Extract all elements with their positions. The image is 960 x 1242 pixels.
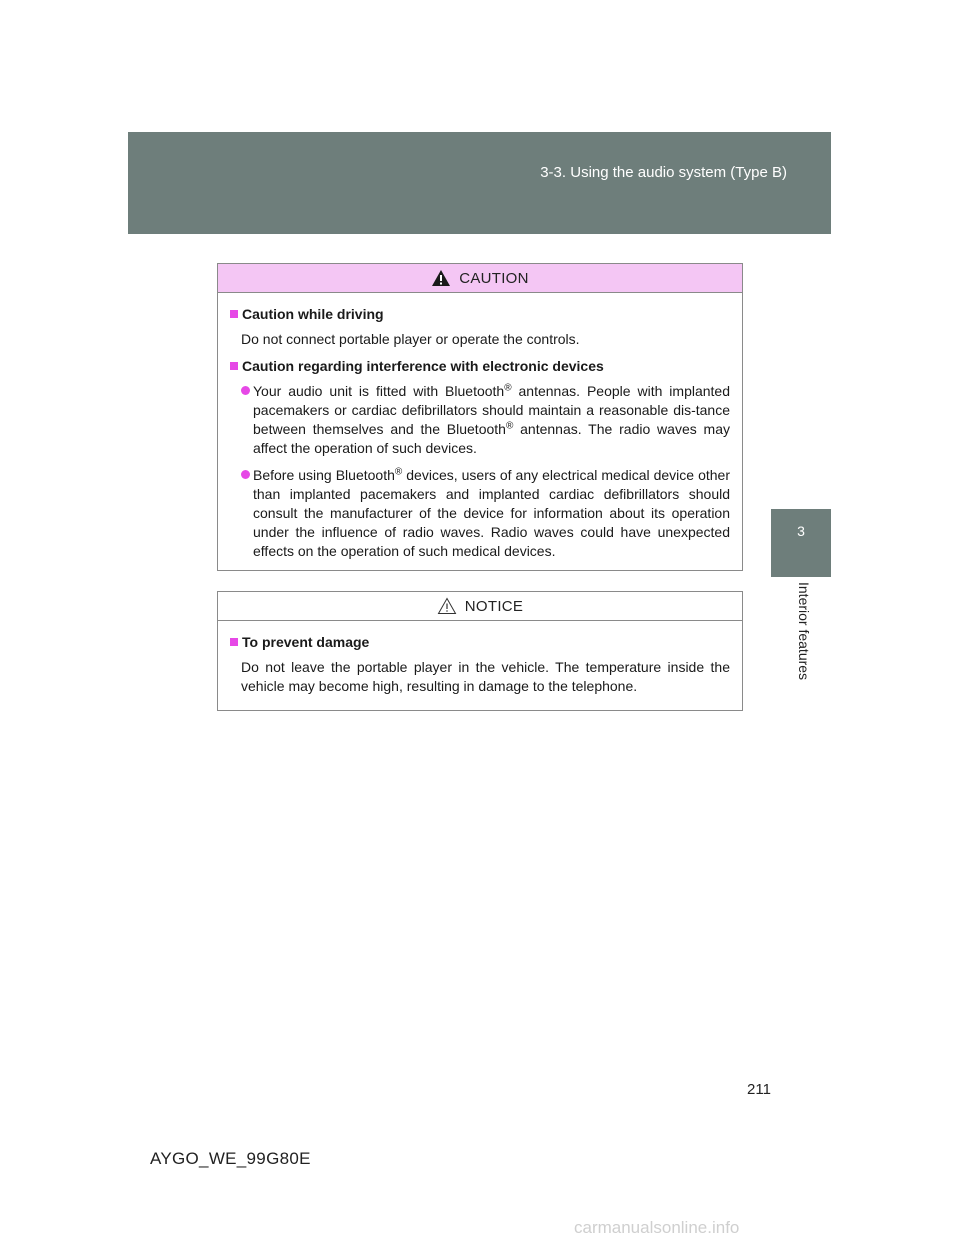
caution-body — [218, 293, 742, 561]
square-bullet-icon — [230, 310, 238, 318]
notice-heading: To prevent damage — [230, 633, 730, 652]
section-header-band — [128, 132, 831, 234]
list-item: Before using Bluetooth® devices, users of any electrical medical device other than implanted pacemakers and implanted cardiac defibrillators should consult the manufacturer of the device for information about its operation under the influence of radio waves. Radio waves could have unexpected effects on the operation of such medical devices. — [230, 466, 730, 561]
caution-heading-interference: Caution regarding interference with electronic devices — [230, 357, 730, 376]
notice-text: Do not leave the portable player in the vehicle. The temperature inside the vehicle may become high, resulting in damage to the telephone. — [241, 659, 730, 694]
square-bullet-icon — [230, 362, 238, 370]
notice-title: NOTICE — [464, 597, 524, 615]
document-code: AYGO_WE_99G80E — [150, 1149, 311, 1168]
notice-header — [218, 592, 742, 621]
chapter-tab — [771, 509, 831, 577]
section-title: 3-3. Using the audio system (Type B) — [540, 164, 787, 181]
warning-outline-icon — [437, 597, 457, 615]
caution-text-driving: Do not connect portable player or operate the controls. — [241, 331, 580, 347]
caution-title: CAUTION — [459, 269, 529, 287]
caution-heading-driving: Caution while driving — [230, 305, 730, 324]
square-bullet-icon — [230, 638, 238, 646]
warning-triangle-icon — [431, 269, 451, 287]
caution-header — [218, 264, 742, 293]
round-bullet-icon — [241, 470, 250, 479]
chapter-number: 3 — [797, 523, 805, 539]
caution-box — [217, 263, 743, 571]
chapter-label: Interior features — [796, 582, 812, 681]
round-bullet-icon — [241, 386, 250, 395]
page-number: 211 — [747, 1081, 771, 1098]
notice-body — [218, 621, 742, 696]
notice-box — [217, 591, 743, 711]
list-item: Your audio unit is fitted with Bluetooth® antennas. People with implanted pacemakers or cardiac defibrillators should maintain a reasonable dis-tance between themselves and the Bluetooth® antennas. The radio waves may affect the operation of such devices. — [230, 382, 730, 458]
watermark-text: carmanualsonline.info — [574, 1218, 740, 1237]
